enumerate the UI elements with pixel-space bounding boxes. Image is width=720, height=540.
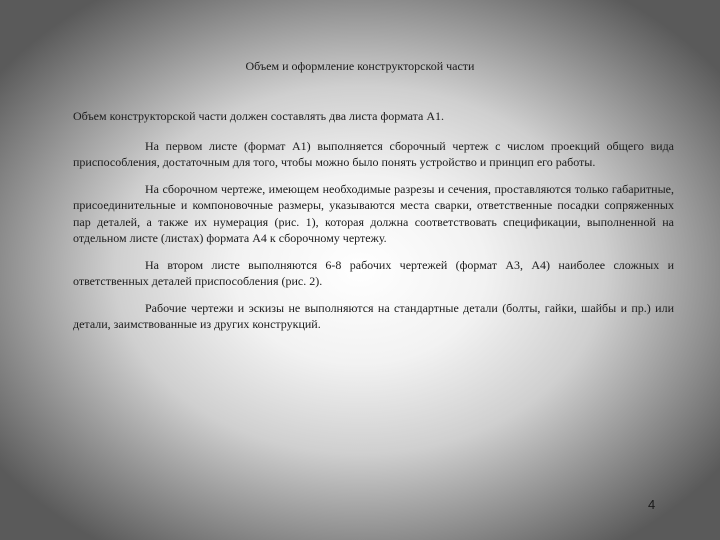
page-number: 4 — [648, 497, 656, 512]
slide-title: Объем и оформление конструкторской части — [245, 59, 475, 73]
paragraph-standard-parts: Рабочие чертежи и эскизы не выполняются на стандартные детали (болты, гайки, шайбы и пр.) или детали, заимствованные из других конструкций. — [73, 300, 674, 331]
paragraph-first-sheet: На первом листе (формат А1) выполняется сборочный чертеж с числом проекций общего вида приспособления, достаточным для того, чтобы можно было понять устройство и принцип его работы. — [73, 138, 674, 169]
slide-body — [73, 108, 674, 343]
paragraph-second-sheet: На втором листе выполняются 6-8 рабочих чертежей (формат А3, А4) наиболее сложных и ответственных деталей приспособления (рис. 2). — [73, 257, 674, 288]
paragraph-volume: Объем конструкторской части должен составлять два листа формата А1. — [73, 109, 444, 123]
paragraph-assembly-drawing: На сборочном чертеже, имеющем необходимые разрезы и сечения, проставляются только габаритные, присоединительные и компоновочные размеры, указываются места сварки, ответственные посадки сопряженных пар деталей, а также их нумерация (рис. 1), которая должна соответствовать спецификации, выполненной на отдельном листе (листах) формата А4 к сборочному чертежу. — [73, 181, 674, 245]
